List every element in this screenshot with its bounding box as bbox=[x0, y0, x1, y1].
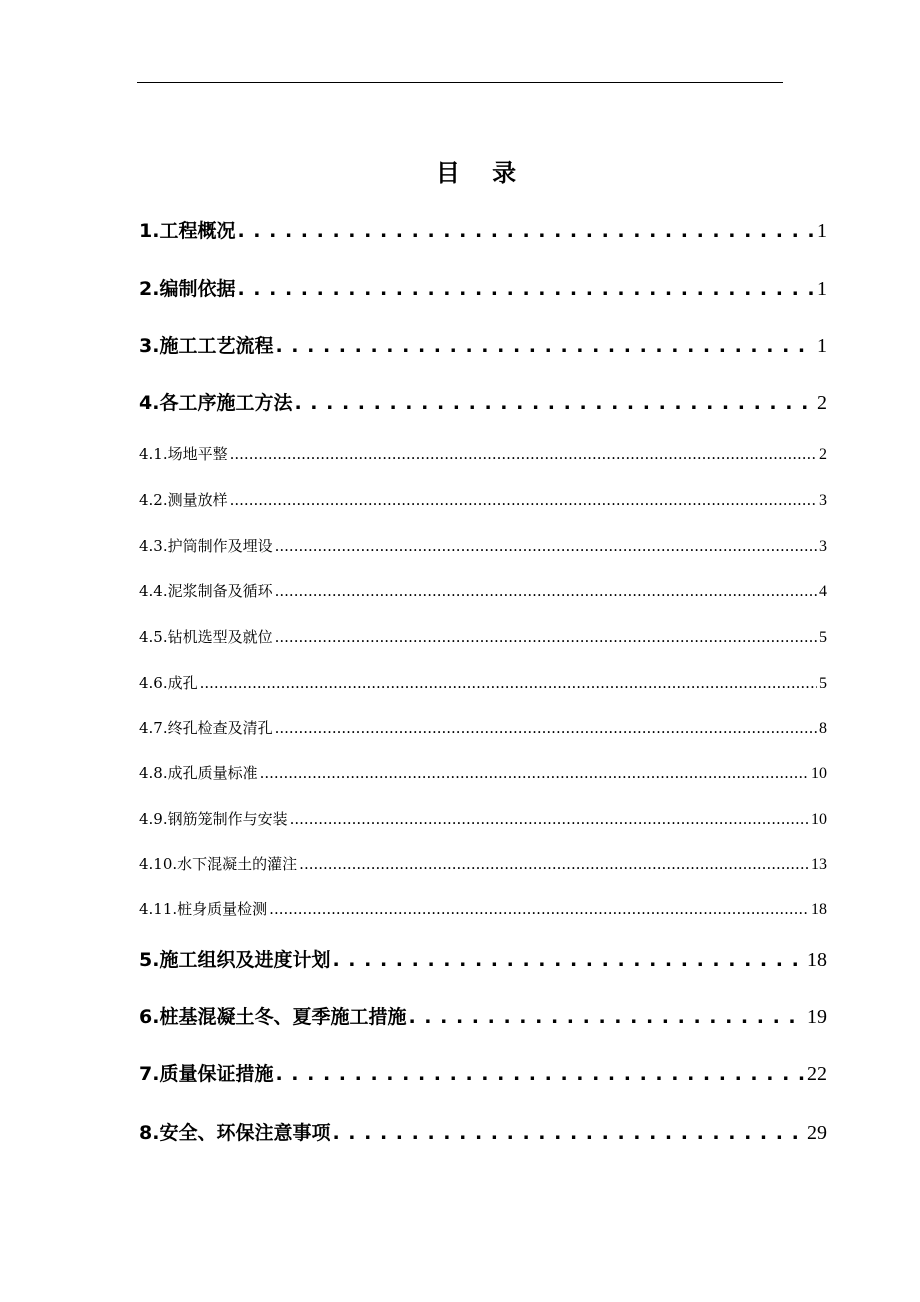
toc-entry-page: 18 bbox=[807, 949, 827, 971]
toc-entry-label: 6.桩基混凝土冬、夏季施工措施 bbox=[139, 1006, 407, 1028]
toc-dot-leader bbox=[260, 762, 809, 784]
toc-dot-leader bbox=[275, 626, 817, 648]
toc-entry[interactable] bbox=[139, 808, 827, 831]
toc-entry-page: 10 bbox=[811, 811, 827, 828]
toc-entry[interactable] bbox=[139, 489, 827, 512]
toc-entry[interactable] bbox=[139, 276, 827, 302]
toc-entry-page: 1 bbox=[817, 335, 827, 357]
toc-entry-label: 4.7.终孔检查及清孔 bbox=[139, 719, 273, 737]
toc-entry-label: 4.8.成孔质量标准 bbox=[139, 764, 258, 782]
toc-entry-page: 1 bbox=[817, 220, 827, 242]
toc-entry[interactable] bbox=[139, 580, 827, 603]
toc-entry[interactable] bbox=[139, 443, 827, 466]
toc-dot-leader bbox=[269, 898, 809, 920]
toc-entry[interactable] bbox=[139, 218, 827, 244]
toc-dot-leader bbox=[408, 1004, 805, 1030]
toc-dot-leader bbox=[275, 580, 817, 602]
toc-entry-label: 4.5.钻机选型及就位 bbox=[139, 628, 273, 646]
toc-entry[interactable] bbox=[139, 672, 827, 695]
toc-entry[interactable] bbox=[139, 853, 827, 876]
toc-dot-leader bbox=[299, 853, 809, 875]
toc-dot-leader bbox=[275, 1061, 805, 1087]
toc-entry-page: 2 bbox=[817, 392, 827, 414]
toc-entry-label: 4.3.护筒制作及埋设 bbox=[139, 537, 273, 555]
toc-entry-label: 4.4.泥浆制备及循环 bbox=[139, 582, 273, 600]
toc-dot-leader bbox=[200, 672, 817, 694]
toc-entry-label: 4.6.成孔 bbox=[139, 674, 198, 692]
toc-dot-leader bbox=[275, 333, 815, 359]
toc-entry-page: 18 bbox=[811, 901, 827, 918]
toc-entry-label: 4.9.钢筋笼制作与安装 bbox=[139, 810, 288, 828]
toc-entry-page: 2 bbox=[819, 446, 827, 463]
toc-entry-page: 22 bbox=[807, 1063, 827, 1085]
toc-entry-page: 4 bbox=[819, 583, 827, 600]
toc-entry[interactable] bbox=[139, 762, 827, 785]
toc-dot-leader bbox=[275, 535, 817, 557]
toc-entry[interactable] bbox=[139, 390, 827, 416]
toc-entry-label: 4.2.测量放样 bbox=[139, 491, 228, 509]
toc-entry-label: 4.1.场地平整 bbox=[139, 445, 228, 463]
toc-entry-label: 2.编制依据 bbox=[139, 278, 236, 300]
toc-entry[interactable] bbox=[139, 1004, 827, 1030]
toc-entry-page: 5 bbox=[819, 675, 827, 692]
toc-entry-page: 10 bbox=[811, 765, 827, 782]
toc-entry[interactable] bbox=[139, 947, 827, 973]
toc-entry-page: 13 bbox=[811, 856, 827, 873]
toc-dot-leader bbox=[275, 717, 817, 739]
toc-entry-page: 1 bbox=[817, 278, 827, 300]
toc-dot-leader bbox=[332, 947, 805, 973]
toc-entry-page: 3 bbox=[819, 492, 827, 509]
toc-entry-page: 5 bbox=[819, 629, 827, 646]
toc-dot-leader bbox=[332, 1120, 805, 1146]
toc-entry-label: 4.10.水下混凝土的灌注 bbox=[139, 855, 298, 873]
toc-dot-leader bbox=[237, 218, 815, 244]
toc-entry-page: 29 bbox=[807, 1122, 827, 1144]
toc-entry-page: 8 bbox=[819, 720, 827, 737]
toc-dot-leader bbox=[237, 276, 815, 302]
toc-entry-label: 7.质量保证措施 bbox=[139, 1063, 274, 1085]
toc-entry-page: 19 bbox=[807, 1006, 827, 1028]
toc-title: 目 录 bbox=[435, 158, 529, 187]
toc-entry-page: 3 bbox=[819, 538, 827, 555]
toc-entry[interactable] bbox=[139, 1061, 827, 1087]
toc-entry-label: 4.各工序施工方法 bbox=[139, 392, 293, 414]
toc-dot-leader bbox=[230, 443, 817, 465]
toc-entry-label: 4.11.桩身质量检测 bbox=[139, 900, 268, 918]
toc-entry[interactable] bbox=[139, 333, 827, 359]
toc-dot-leader bbox=[290, 808, 809, 830]
toc-entry-label: 5.施工组织及进度计划 bbox=[139, 949, 331, 971]
toc-dot-leader bbox=[294, 390, 815, 416]
toc-entry[interactable] bbox=[139, 898, 827, 921]
toc-entry[interactable] bbox=[139, 1120, 827, 1146]
toc-entry[interactable] bbox=[139, 717, 827, 740]
toc-entry-label: 3.施工工艺流程 bbox=[139, 335, 274, 357]
toc-dot-leader bbox=[230, 489, 817, 511]
toc-entry[interactable] bbox=[139, 535, 827, 558]
toc-entry-label: 8.安全、环保注意事项 bbox=[139, 1122, 331, 1144]
toc-entry-label: 1.工程概况 bbox=[139, 220, 236, 242]
header-rule bbox=[137, 82, 783, 83]
toc-entry[interactable] bbox=[139, 626, 827, 649]
